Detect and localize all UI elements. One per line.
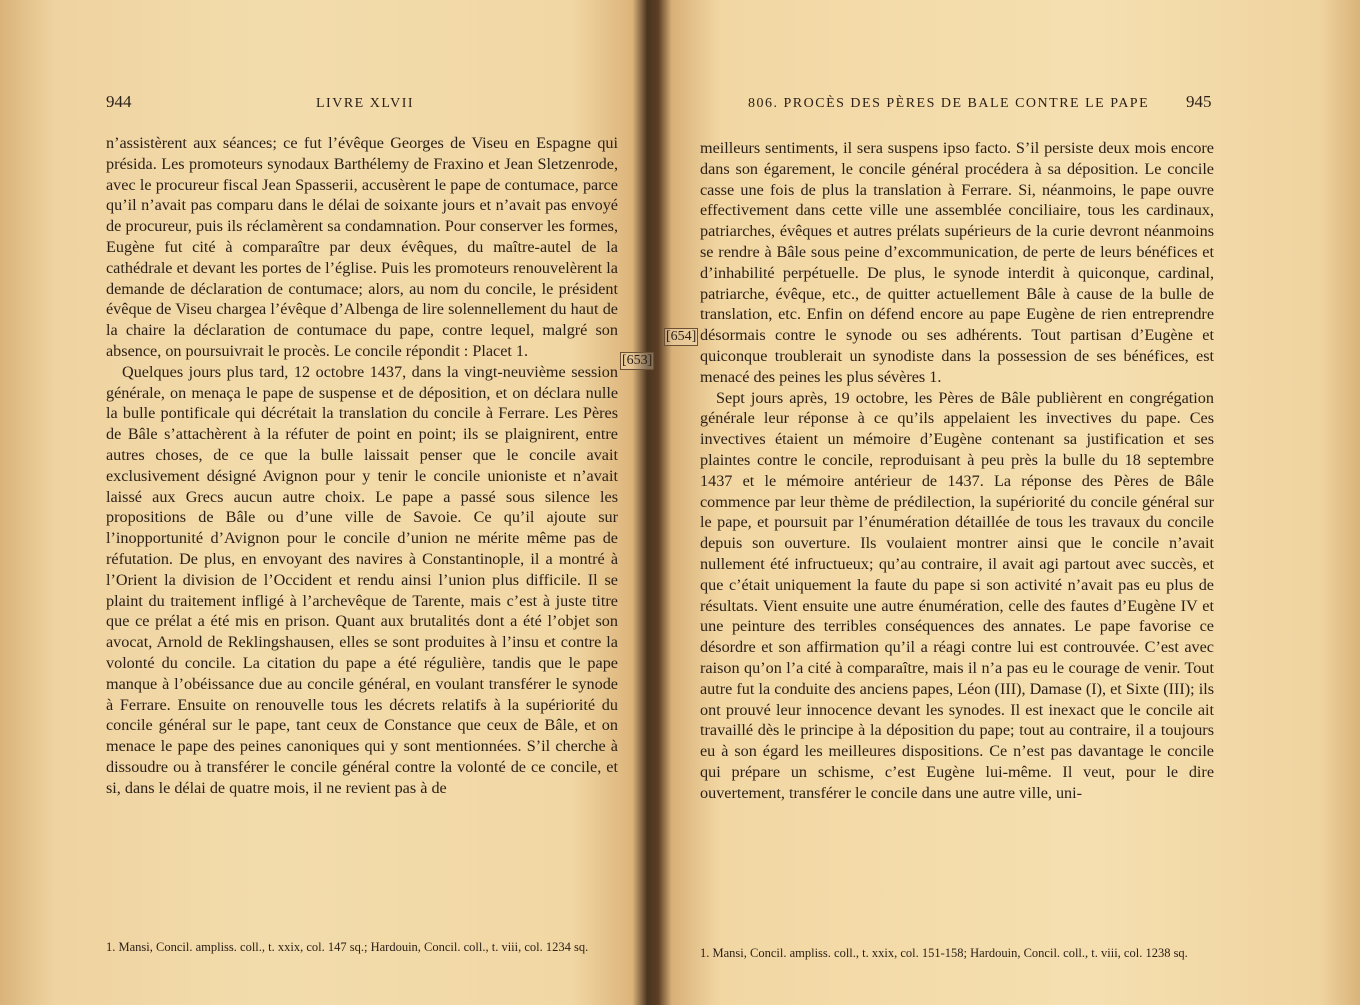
right-body [700, 138, 1214, 804]
running-head: LIVRE XLVII [316, 96, 415, 111]
page-number: 944 [106, 92, 132, 111]
left-body [106, 133, 618, 799]
page-number: 945 [1186, 92, 1212, 111]
paragraph: Quelques jours plus tard, 12 octobre 1437, dans la vingt-neuvième session générale, on menaça le pape de suspense et de déposition, et on déclara nulle la bulle pontificale qui décrétait la translation du concile à Ferrare. Les Pères de Bâle s’attachèrent à la réfuter de point en point; ils se plaignirent, entre autres choses, de ce que la bulle laissait penser que le concile avait exclusivement désigné Avignon pour y tenir le concile unioniste et n’avait laissé aux Grecs aucun autre choix. Le pape a passé sous silence les propositions de Bâle ou d’une ville de Savoie. Ce qu’il ajoute sur l’inopportunité d’Avignon pour le concile d’union ne mérite même pas de réfutation. De plus, en envoyant des navires à Constantinople, il a montré à l’Orient la division de l’Occident et rendu ainsi l’union plus difficile. Il se plaint du traitement infligé à l’archevêque de Tarente, mais c’est à juste titre que ce prélat a été mis en prison. Quant aux brutalités dont a été l’objet son avocat, Arnold de Reklingshausen, elles se sont produites à l’insu et contre la volonté du concile. La citation du pape a été régulière, tandis que le pape manque à l’obéissance due au concile général, en voulant transférer le synode à Ferrare. Ensuite on renouvelle tous les décrets relatifs à la supériorité du concile général sur le pape, tant ceux de Constance que ceux de Bâle, et on menace le pape des peines canoniques qui y sont mentionnées. S’il cherche à dissoudre ou à transférer le concile général contre la volonté de ce concile, et si, dans le délai de quatre mois, il ne revient pas à de [106, 362, 618, 797]
paragraph: Sept jours après, 19 octobre, les Pères de Bâle publièrent en congrégation générale leur réponse à ce qu’ils appelaient les invectives du pape. Ces invectives étaient un mémoire d’Eugène contenant sa justification et ses plaintes contre le concile, reproduisant à peu près la bulle du 18 septembre 1437 et le mémoire antérieur de 1437. La réponse des Pères de Bâle commence par leur thème de prédilection, la supériorité du concile général sur le pape, et poursuit par l’énumération détaillée de tous les travaux du concile depuis son ouverture. Ils voulaient montrer ainsi que le concile n’avait nullement été infructueux; qu’au contraire, il avait agi partout avec succès, et que c’était uniquement la faute du pape si son activité n’avait pas eu plus de résultats. Vient ensuite une autre énumération, celle des fautes d’Eugène IV et une peinture des terribles conséquences des annates. Le pape favorise ce désordre et son affirmation qu’il a réagi contre lui est controuvée. C’est avec raison qu’on l’a cité à comparaître, mais il n’a pas eu le courage de venir. Tout autre fut la conduite des anciens papes, Léon (III), Damase (I), et Sixte (III); ils ont prouvé leur innocence devant les synodes. Il est inexact que le concile ait travaillé dès le principe à la déposition du pape; tout au contraire, il a toujours eu à son égard les meilleures dispositions. Ce n’est pas davantage le concile qui prépare un schisme, c’est Eugène lui-même. Il veut, pour le dire ouvertement, transférer le concile dans une autre ville, uni- [700, 388, 1214, 802]
paragraph: n’assistèrent aux séances; ce fut l’évêque Georges de Viseu en Espagne qui présida. Les promoteurs synodaux Barthélemy de Fraxino et Jean Sletzenrode, avec le procureur fiscal Jean Spasserii, accusèrent le pape de contumace, parce qu’il n’avait pas comparu dans le délai de soixante jours et n’avait pas envoyé de procureur, puis ils réclamèrent sa condamnation. Pour conserver les formes, Eugène fut cité à comparaître par deux évêques, du maître-autel de la cathédrale et devant les portes de l’église. Puis les promoteurs renouvelèrent la demande de déclaration de contumace; alors, au nom du concile, le président évêque de Viseu chargea l’évêque d’Albenga de lire solennellement du haut de la chaire la déclaration de contumace du pape, contre lequel, malgré son absence, on poursuivrait le procès. Le concile répondit : Placet 1. [106, 134, 618, 360]
footnote: 1. Mansi, Concil. ampliss. coll., t. xxix, col. 151-158; Hardouin, Concil. coll., t. viii, col. 1238 sq. [700, 946, 1188, 960]
right-page [660, 0, 1360, 1005]
margin-reference: [654] [666, 329, 697, 344]
paragraph: meilleurs sentiments, il sera suspens ipso facto. S’il persiste deux mois encore dans son égarement, le concile général procédera à sa déposition. Le concile casse une fois de plus la translation à Ferrare. Si, néanmoins, le pape ouvre effectivement dans cette ville une assemblée conciliaire, tous les cardinaux, patriarches, évêques et autres prélats supérieurs de la curie devront néanmoins se rendre à Bâle sous peine d’excommunication, de perte de leurs bénéfices et d’inhabilité perpétuelle. De plus, le synode interdit à quiconque, cardinal, patriarche, évêque, etc., de quitter actuellement Bâle à cause de la bulle de translation, etc. Enfin on défend encore au pape Eugène de rien entreprendre désormais contre le synode ou ses adhérents. Tout partisan d’Eugène et quiconque troublerait un synodiste dans la possession de ses bénéfices, est menacé des peines les plus sévères 1. [700, 139, 1214, 386]
margin-reference: [653] [622, 353, 653, 368]
left-page [0, 0, 653, 1005]
running-head: 806. PROCÈS DES PÈRES DE BALE CONTRE LE PAPE [748, 96, 1150, 111]
footnote: 1. Mansi, Concil. ampliss. coll., t. xxix, col. 147 sq.; Hardouin, Concil. coll., t. viii, col. 1234 sq. [106, 940, 589, 954]
